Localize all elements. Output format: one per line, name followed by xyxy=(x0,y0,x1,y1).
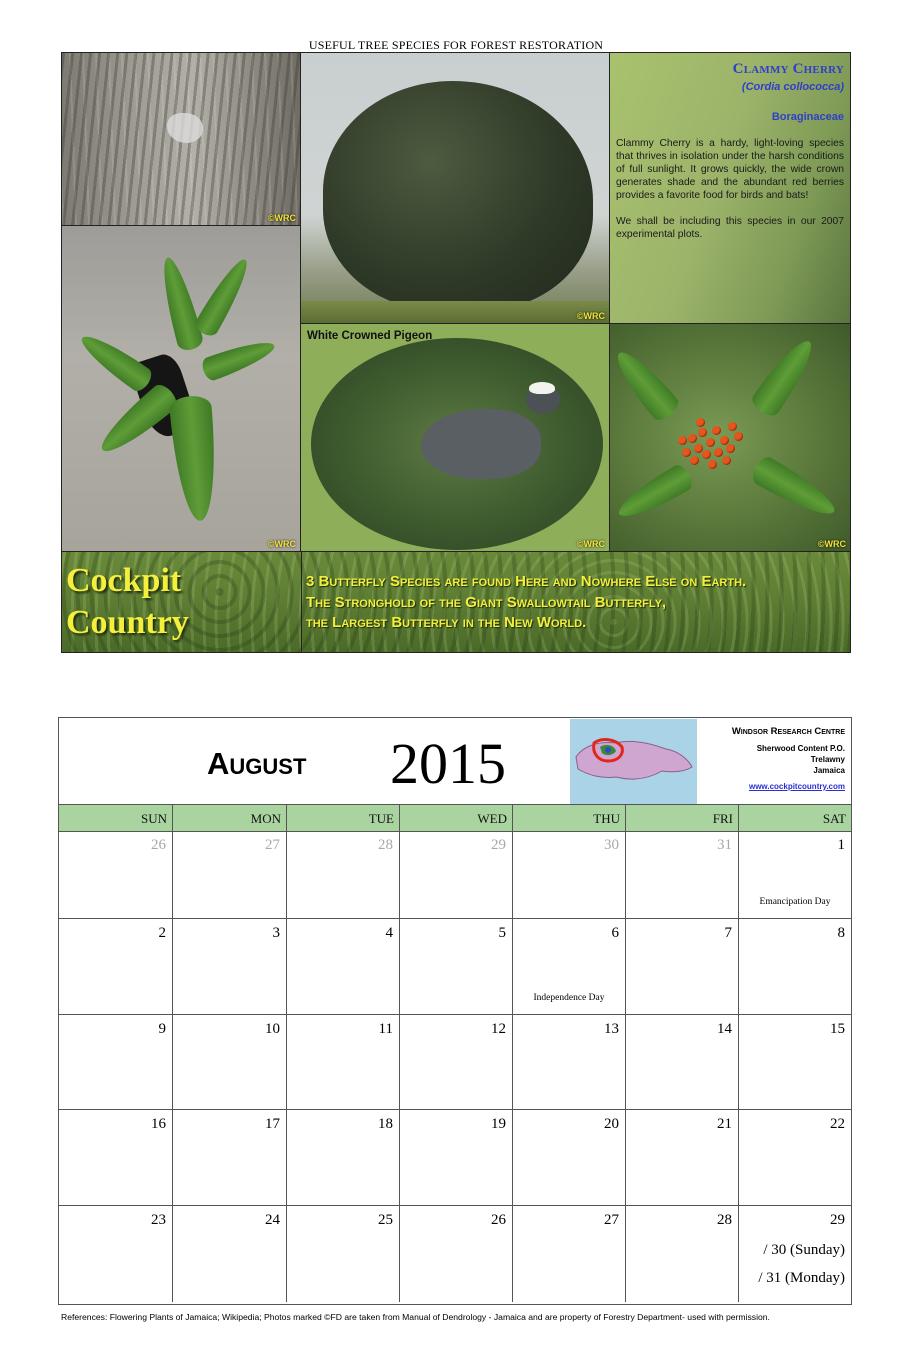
day-number: 2 xyxy=(158,925,166,941)
calendar-week-row xyxy=(59,1110,851,1206)
day-number: 1 xyxy=(837,837,845,853)
website-link[interactable]: www.cockpitcountry.com xyxy=(748,782,845,791)
day-number: 21 xyxy=(717,1116,732,1132)
calendar xyxy=(58,717,852,1305)
day-cell[interactable] xyxy=(59,1015,173,1109)
address-line: Jamaica xyxy=(813,766,845,775)
page-title: USEFUL TREE SPECIES FOR FOREST RESTORATION xyxy=(308,38,604,52)
organization-name: Windsor Research Centre xyxy=(731,726,845,737)
day-cell[interactable] xyxy=(173,1206,287,1302)
day-cell[interactable] xyxy=(739,1110,851,1205)
day-number: 20 xyxy=(604,1116,619,1132)
weekday-header: TUE xyxy=(287,805,400,831)
banner-title-line: Cockpit xyxy=(66,562,182,599)
leaf-shape xyxy=(192,254,255,340)
berry xyxy=(678,436,687,445)
day-cell[interactable] xyxy=(287,1110,400,1205)
day-number: 27 xyxy=(265,837,280,853)
day-number: 23 xyxy=(151,1212,166,1228)
day-cell[interactable] xyxy=(173,919,287,1014)
weekday-header: WED xyxy=(400,805,513,831)
calendar-year: 2015 xyxy=(390,731,506,796)
day-cell[interactable] xyxy=(513,1110,626,1205)
references-footer: References: Flowering Plants of Jamaica; Wikipedia; Photos marked ©FD are taken from Manual of Dendrology - Jamaica and are property of Forestry Department- used with permission. xyxy=(61,1312,770,1322)
day-cell[interactable] xyxy=(739,919,851,1014)
weekday-header: FRI xyxy=(626,805,739,831)
photo-credit: ©WRC xyxy=(576,539,605,549)
day-cell[interactable] xyxy=(400,919,513,1014)
day-cell[interactable] xyxy=(400,831,513,918)
day-number: 29 xyxy=(491,837,506,853)
berry xyxy=(696,418,705,427)
species-family: Boraginaceae xyxy=(771,111,844,123)
lichen-patch xyxy=(167,113,203,143)
day-cell[interactable] xyxy=(739,1015,851,1109)
holiday-label: Independence Day xyxy=(533,993,605,1003)
banner-text-line: The Stronghold of the Giant Swallowtail Butterfly, xyxy=(306,593,667,611)
day-number: 19 xyxy=(491,1116,506,1132)
day-cell[interactable] xyxy=(739,831,851,918)
photo-credit: ©WRC xyxy=(267,539,296,549)
day-cell[interactable] xyxy=(626,1110,739,1205)
berry xyxy=(728,422,737,431)
leaf-shape xyxy=(200,334,279,382)
berry xyxy=(682,448,691,457)
tree-photo xyxy=(300,52,610,324)
banner-title-line: Country xyxy=(66,604,189,641)
day-number: 6 xyxy=(611,925,619,941)
pigeon-white-cap xyxy=(529,382,555,394)
calendar-week-row xyxy=(59,919,851,1015)
day-cell[interactable] xyxy=(513,831,626,918)
organization-info xyxy=(685,726,845,791)
day-cell[interactable] xyxy=(173,831,287,918)
address-line: Sherwood Content P.O. xyxy=(756,744,845,753)
day-cell[interactable] xyxy=(287,1015,400,1109)
day-number: 28 xyxy=(717,1212,732,1228)
day-number: 22 xyxy=(830,1116,845,1132)
weekday-header: MON xyxy=(173,805,287,831)
banner-text-line: 3 Butterfly Species are found Here and Nowhere Else on Earth. xyxy=(306,573,747,590)
day-number: 12 xyxy=(491,1021,506,1037)
day-cell[interactable] xyxy=(626,1206,739,1302)
day-cell[interactable] xyxy=(626,831,739,918)
day-number: 16 xyxy=(151,1116,166,1132)
day-cell[interactable] xyxy=(400,1110,513,1205)
day-cell[interactable] xyxy=(287,831,400,918)
calendar-week-row xyxy=(59,1206,851,1302)
day-number: 9 xyxy=(158,1021,166,1037)
photo-credit: ©WRC xyxy=(817,539,846,549)
organization-address xyxy=(685,743,845,776)
berry xyxy=(688,434,697,443)
day-cell[interactable] xyxy=(400,1206,513,1302)
banner-text-line: the Largest Butterfly in the New World. xyxy=(306,614,587,631)
day-cell[interactable] xyxy=(287,919,400,1014)
day-number: 5 xyxy=(498,925,506,941)
berry xyxy=(706,438,715,447)
day-number: 8 xyxy=(837,925,845,941)
calendar-month: August xyxy=(207,746,307,781)
calendar-header xyxy=(59,718,851,805)
leaf-shape xyxy=(749,454,842,525)
day-number: 17 xyxy=(265,1116,280,1132)
leaf-shape xyxy=(612,462,695,526)
extra-date-label: / 31 (Monday) xyxy=(758,1270,845,1286)
day-cell[interactable] xyxy=(513,919,626,1014)
berries-photo xyxy=(609,323,851,552)
weekday-header: SUN xyxy=(59,805,173,831)
extra-date-label: / 30 (Sunday) xyxy=(763,1242,845,1258)
day-number: 4 xyxy=(385,925,393,941)
day-cell[interactable] xyxy=(59,1110,173,1205)
day-number: 24 xyxy=(265,1212,280,1228)
seedling-photo xyxy=(61,225,301,552)
day-number: 14 xyxy=(717,1021,732,1037)
berry xyxy=(708,460,717,469)
berry xyxy=(714,448,723,457)
calendar-week-row xyxy=(59,1015,851,1110)
banner-title xyxy=(66,560,189,644)
day-cell[interactable] xyxy=(513,1206,626,1302)
day-number: 31 xyxy=(717,837,732,853)
day-number: 26 xyxy=(491,1212,506,1228)
species-scientific-name: (Cordia collococca) xyxy=(741,81,844,93)
berry xyxy=(726,444,735,453)
holiday-label: Emancipation Day xyxy=(759,897,831,907)
day-cell[interactable] xyxy=(173,1110,287,1205)
day-number: 7 xyxy=(724,925,732,941)
berry xyxy=(722,456,731,465)
day-number: 29 xyxy=(830,1212,845,1228)
weekday-header: SAT xyxy=(822,811,846,826)
address-line: Trelawny xyxy=(810,755,845,764)
berry xyxy=(702,450,711,459)
day-cell[interactable] xyxy=(626,1015,739,1109)
day-cell[interactable] xyxy=(59,1206,173,1302)
tree-crown xyxy=(323,81,593,311)
photo-credit: ©WRC xyxy=(267,213,296,223)
day-cell[interactable] xyxy=(59,831,173,918)
pigeon-photo xyxy=(300,323,610,552)
leaf-shape xyxy=(169,394,222,522)
species-common-name: Clammy Cherry xyxy=(732,61,844,77)
day-cell[interactable] xyxy=(59,919,173,1014)
day-number: 15 xyxy=(830,1021,845,1037)
day-number: 13 xyxy=(604,1021,619,1037)
day-number: 25 xyxy=(378,1212,393,1228)
day-number: 18 xyxy=(378,1116,393,1132)
berry xyxy=(690,456,699,465)
description-paragraph: Clammy Cherry is a hardy, light-loving species that thrives in isolation under the harsh conditions of full sunlight. It grows quickly, the wide crown generates shade and the abundant red berries provides a favorite food for birds and bats! xyxy=(616,138,844,201)
banner-divider xyxy=(301,552,302,652)
day-number: 28 xyxy=(378,837,393,853)
day-cell[interactable] xyxy=(739,1206,851,1302)
species-info-panel xyxy=(609,52,851,324)
cockpit-country-banner xyxy=(61,551,851,653)
berry xyxy=(734,432,743,441)
day-number: 26 xyxy=(151,837,166,853)
photo-credit: ©WRC xyxy=(576,311,605,321)
day-cell[interactable] xyxy=(287,1206,400,1302)
weekday-header: THU xyxy=(513,805,626,831)
day-cell[interactable] xyxy=(400,1015,513,1109)
berry xyxy=(712,426,721,435)
day-number: 11 xyxy=(378,1021,393,1037)
day-cell[interactable] xyxy=(173,1015,287,1109)
pigeon-caption: White Crowned Pigeon xyxy=(307,330,433,342)
day-cell[interactable] xyxy=(513,1015,626,1109)
calendar-grid xyxy=(59,831,851,1302)
leaf-shape xyxy=(155,254,205,352)
day-cell[interactable] xyxy=(626,919,739,1014)
weekday-header-row xyxy=(59,804,851,832)
day-number: 27 xyxy=(604,1212,619,1228)
banner-text xyxy=(306,572,746,634)
berry xyxy=(698,428,707,437)
bark-photo xyxy=(61,52,301,226)
leaf-shape xyxy=(748,333,821,420)
day-number: 10 xyxy=(265,1021,280,1037)
calendar-week-row xyxy=(59,831,851,919)
species-description xyxy=(616,137,844,254)
leaf-shape xyxy=(609,344,682,425)
day-number: 30 xyxy=(604,837,619,853)
pigeon-body xyxy=(421,409,541,479)
description-paragraph: We shall be including this species in our 2007 experimental plots. xyxy=(616,216,844,240)
tree-ground xyxy=(301,301,609,323)
jamaica-map-icon xyxy=(570,719,697,805)
day-number: 3 xyxy=(272,925,280,941)
